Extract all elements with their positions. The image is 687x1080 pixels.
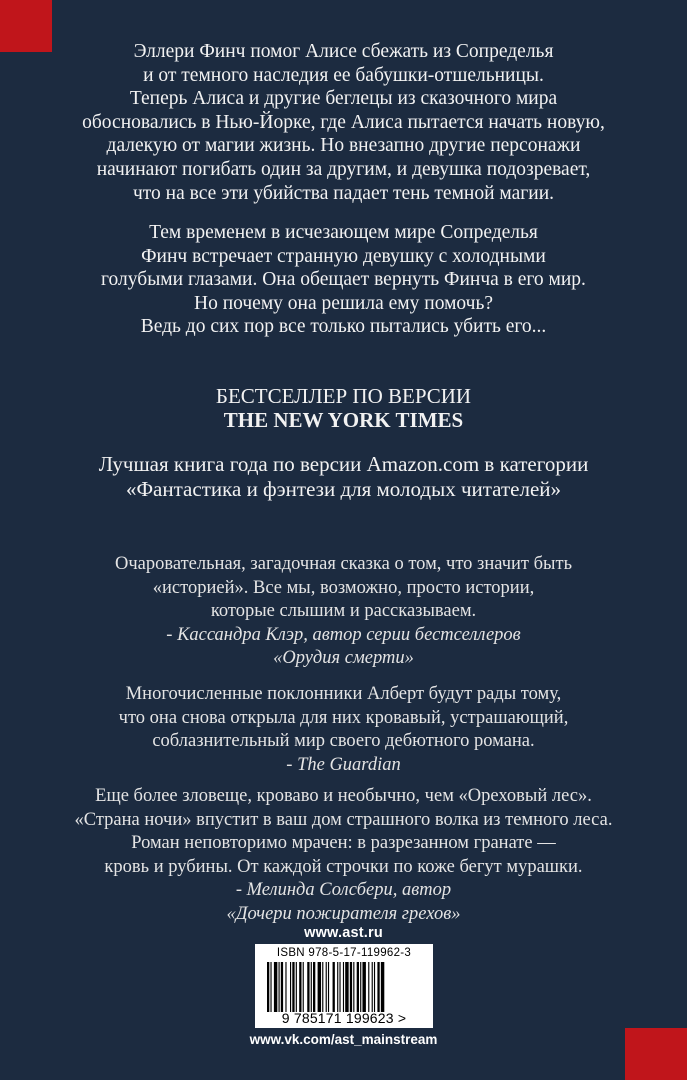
barcode-bar [328, 962, 329, 1012]
blurb-line: голубыми глазами. Она обещает вернуть Финча в его мир. [101, 269, 586, 291]
blurb-line: и от темного наследия ее бабушки-отшельницы. [143, 64, 544, 86]
barcode-bar [333, 962, 335, 1012]
review-attribution: «Дочери пожирателя грехов» [226, 903, 461, 924]
barcode-bar [374, 962, 375, 1012]
barcode-digits: 9 785171 199623 > [281, 1010, 407, 1026]
review-text-line: «Страна ночи» впустит в ваш дом страшного волка из темного леса. [74, 809, 613, 830]
barcode-bar [313, 962, 315, 1012]
review-attribution: - Мелинда Солсбери, автор [235, 880, 452, 900]
blurb-line: Финч встречает странную девушку с холодными [141, 245, 546, 267]
review-text-line: Многочисленные поклонники Алберт будут рады тому, [125, 684, 562, 704]
review-text-line: что она снова открыла для них кровавый, устрашающий, [118, 707, 569, 728]
barcode-bar [337, 962, 338, 1012]
review-attribution: «Орудия смерти» [273, 648, 414, 668]
review-text-line: Роман неповторимо мрачен: в разрезанном гранате — [131, 833, 556, 853]
review-text-line: соблазнительный мир своего дебютного романа. [152, 731, 535, 751]
review-text-line: Очаровательная, загадочная сказка о том, что значит быть [114, 554, 573, 574]
barcode-bar [362, 962, 365, 1012]
barcode-bar [322, 962, 323, 1012]
barcode-bar [274, 962, 277, 1012]
barcode-bar [281, 962, 283, 1012]
barcode-bar [270, 962, 271, 1012]
blurb-paragraph-1 [0, 40, 687, 205]
award-line-2: «Фантастика и фэнтези для молодых читателей» [125, 477, 562, 501]
isbn-number: ISBN 978-5-17-119962-3 [276, 947, 412, 959]
bestseller-note [0, 384, 687, 432]
barcode-bar [292, 962, 294, 1012]
review-attribution: - Кассандра Клэр, автор серии бестселлеров [166, 624, 521, 645]
barcode-bar [360, 962, 361, 1012]
blurb-line: Но почему она решила ему помочь? [193, 292, 494, 314]
review-attribution: - The Guardian [286, 754, 401, 775]
barcode-bar [279, 962, 280, 1012]
barcode-bar [307, 962, 309, 1012]
review-text-line: кровь и рубины. От каждой строчки по коже бегут мурашки. [104, 856, 583, 877]
barcode-bar [372, 962, 373, 1012]
review-2 [0, 683, 687, 777]
barcode-bar [339, 962, 340, 1012]
review-1 [0, 553, 687, 671]
barcode-bar [326, 962, 327, 1012]
barcode-bar [296, 962, 297, 1012]
blurb-line: далекую от магии жизнь. Но внезапно другие персонажи [106, 135, 581, 157]
review-text-line: которые слышим и рассказываем. [210, 601, 477, 621]
barcode-bar [318, 962, 321, 1012]
review-3 [0, 785, 687, 926]
barcode-bar [357, 962, 359, 1012]
bestseller-line-2: THE NEW YORK TIMES [223, 408, 464, 432]
blurb-line: Теперь Алиса и другие беглецы из сказочного мира [129, 88, 558, 110]
barcode-bar [345, 962, 348, 1012]
publisher-website: www.ast.ru [304, 925, 383, 941]
blurb-line: Эллери Финч помог Алисе сбежать из Сопределья [133, 41, 554, 62]
barcode-bar [303, 962, 304, 1012]
review-text-line: Еще более зловеще, кроваво и необычно, чем «Ореховый лес». [95, 786, 592, 806]
barcode-bar [350, 962, 352, 1012]
barcode-bar [290, 962, 291, 1012]
award-note [0, 452, 687, 502]
barcode-bar [285, 962, 286, 1012]
barcode-bar [311, 962, 312, 1012]
barcode-bars [267, 962, 425, 1012]
barcode-bar [353, 962, 354, 1012]
blurb-paragraph-2 [0, 221, 687, 339]
barcode-bar [381, 962, 384, 1012]
award-line-1: Лучшая книга года по версии Amazon.com в категории [98, 452, 589, 476]
blurb-line: что на все эти убийства падает тень темной магии. [132, 182, 555, 204]
blurb-line: начинают погибать один за другим, и девушка подозревает, [96, 158, 591, 180]
vk-link: www.vk.com/ast_mainstream [249, 1032, 438, 1047]
blurb-line: Тем временем в исчезающем мире Сопределья [149, 222, 538, 243]
isbn-barcode [255, 944, 433, 1028]
blurb-line: обосновались в Нью-Йорке, где Алиса пытается начать новую, [82, 111, 605, 133]
barcode-bar [368, 962, 369, 1012]
bestseller-line-1: БЕСТСЕЛЛЕР ПО ВЕРСИИ [215, 384, 472, 408]
barcode-bar [267, 962, 269, 1012]
blurb-line: Ведь до сих пор все только пытались убить его... [140, 316, 547, 338]
barcode-bar [299, 962, 301, 1012]
barcode-bar [343, 962, 344, 1012]
review-text-line: «историей». Все мы, возможно, просто истории, [152, 577, 535, 598]
barcode-bar [377, 962, 379, 1012]
